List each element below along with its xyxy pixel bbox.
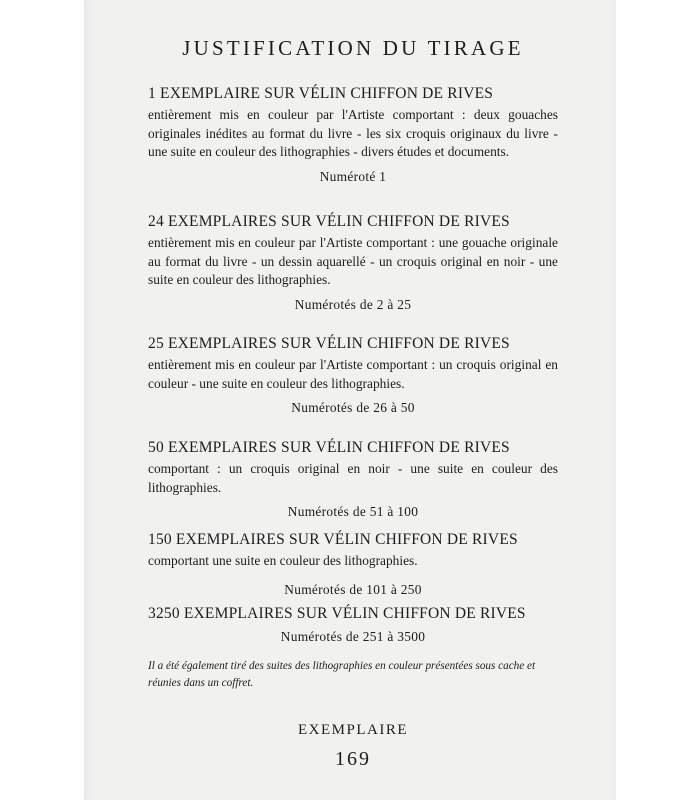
copy-number: 169 bbox=[335, 748, 371, 770]
section-numbering: Numéroté 1 bbox=[319, 168, 387, 184]
edition-section bbox=[148, 530, 558, 599]
edition-section bbox=[148, 334, 558, 417]
footnote: Il a été également tiré des suites des lithographies en couleur présentées sous cache et réunies dans un coffret. bbox=[148, 660, 536, 689]
section-numbering: Numérotés de 51 à 100 bbox=[287, 504, 419, 519]
section-heading: 3250 EXEMPLAIRES SUR VÉLIN CHIFFON DE RIVES bbox=[148, 605, 526, 622]
section-heading: 50 EXEMPLAIRES SUR VÉLIN CHIFFON DE RIVES bbox=[148, 439, 510, 456]
edition-section bbox=[148, 604, 558, 646]
section-heading: 1 EXEMPLAIRE SUR VÉLIN CHIFFON DE RIVES bbox=[148, 85, 494, 102]
section-numbering: Numérotés de 251 à 3500 bbox=[280, 629, 426, 644]
book-page bbox=[84, 0, 616, 800]
edition-section bbox=[148, 84, 558, 186]
section-description: entièrement mis en couleur par l'Artiste comportant : une gouache originale au format du livre - un dessin aquarellé - un croquis original en noir - une suite en couleur des lithographies. bbox=[148, 235, 558, 287]
section-description: comportant une suite en couleur des lithographies. bbox=[148, 553, 418, 568]
section-numbering: Numérotés de 2 à 25 bbox=[294, 296, 412, 312]
section-numbering: Numérotés de 26 à 50 bbox=[291, 400, 415, 415]
edition-section bbox=[148, 438, 558, 521]
page-title: JUSTIFICATION DU TIRAGE bbox=[182, 36, 524, 60]
section-description: comportant : un croquis original en noir - une suite en couleur des lithographies. bbox=[148, 461, 558, 495]
section-description: entièrement mis en couleur par l'Artiste comportant : deux gouaches originales inédites au format du livre - les six croquis originaux du livre - une suite en couleur des lithographies - divers études et documents. bbox=[148, 107, 558, 159]
copy-label: EXEMPLAIRE bbox=[298, 722, 408, 738]
section-heading: 150 EXEMPLAIRES SUR VÉLIN CHIFFON DE RIVES bbox=[148, 531, 518, 548]
section-description: entièrement mis en couleur par l'Artiste comportant : un croquis original en couleur - une suite en couleur des lithographies. bbox=[148, 357, 558, 391]
section-heading: 24 EXEMPLAIRES SUR VÉLIN CHIFFON DE RIVES bbox=[148, 213, 510, 230]
section-heading: 25 EXEMPLAIRES SUR VÉLIN CHIFFON DE RIVES bbox=[148, 335, 510, 352]
edition-section bbox=[148, 212, 558, 314]
section-numbering: Numérotés de 101 à 250 bbox=[284, 581, 422, 597]
